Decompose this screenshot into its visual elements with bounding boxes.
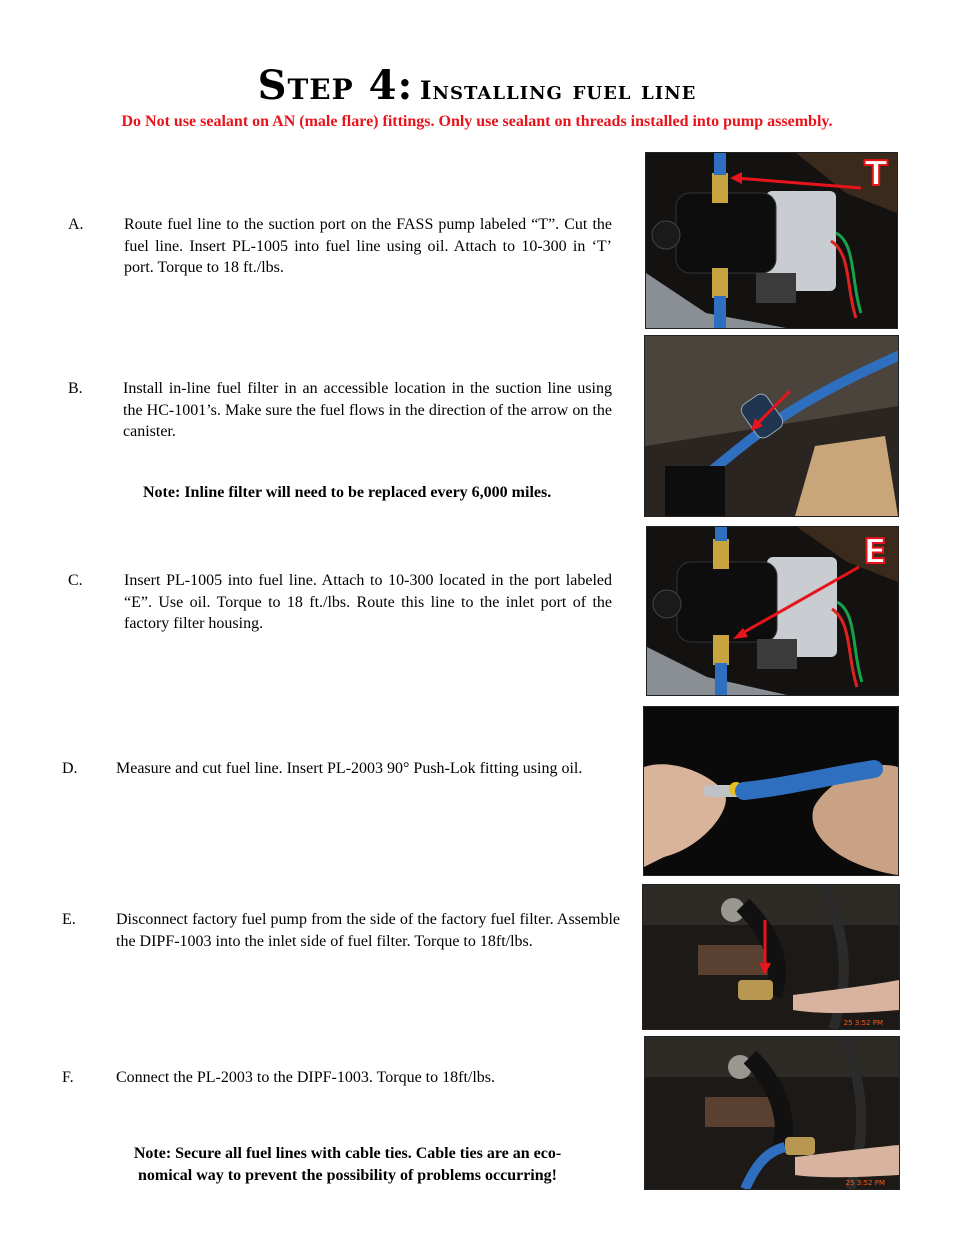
step-c-letter: C. xyxy=(68,572,83,589)
cable-tie-note xyxy=(60,1143,635,1187)
step-a-text: Route fuel line to the suction port on the FASS pump labeled “T”. Cut the fuel line. Insert PL-1005 into fuel line using oil. Attach to 10-300 in ‘T’ port. Torque to 18 ft./lbs. xyxy=(124,216,612,276)
step-d-text: Measure and cut fuel line. Insert PL-2003 90° Push-Lok fitting using oil. xyxy=(116,760,583,777)
photo-pump-e-port xyxy=(646,526,899,696)
photo-inline-filter xyxy=(644,335,899,517)
photo-c-port-label: E xyxy=(863,532,887,572)
photo-a-port-label: T xyxy=(864,154,888,194)
photo-pump-t-port xyxy=(645,152,898,329)
photo-push-lok-fitting xyxy=(643,706,899,876)
step-f-letter: F. xyxy=(62,1069,74,1086)
step-a-letter: A. xyxy=(68,216,84,233)
page-title xyxy=(0,62,954,109)
step-e-text: Disconnect factory fuel pump from the side of the factory fuel filter. Assemble the DIPF-1003 into the inlet side of fuel filter. Torque to 18ft/lbs. xyxy=(116,911,620,950)
title-step: Step 4: xyxy=(257,62,414,109)
step-b xyxy=(68,378,613,448)
title-subject: Installing fuel line xyxy=(419,76,697,105)
step-c-text: Insert PL-1005 into fuel line. Attach to 10-300 located in the port labeled “E”. Use oil. Torque to 18 ft./lbs. Route this line to the inlet port of the factory filter housing. xyxy=(124,572,612,632)
step-b-text: Install in-line fuel filter in an accessible location in the suction line using the HC-1001’s. Make sure the fuel flows in the direction of the arrow on the canister. xyxy=(123,380,612,440)
step-b-letter: B. xyxy=(68,380,83,397)
step-f-text: Connect the PL-2003 to the DIPF-1003. Torque to 18ft/lbs. xyxy=(116,1069,495,1086)
photo-factory-filter xyxy=(642,884,900,1030)
photo-e-timestamp: 25 3:52 PM xyxy=(843,1019,883,1027)
photo-f-timestamp: 25 3:52 PM xyxy=(845,1179,885,1187)
cable-tie-note-line1: Note: Secure all fuel lines with cable ties. Cable ties are an eco- xyxy=(133,1145,562,1162)
cable-tie-note-line2: nomical way to prevent the possibility of problems occurring! xyxy=(138,1167,557,1184)
photo-connected-fitting xyxy=(644,1036,900,1190)
step-a xyxy=(68,214,613,284)
step-d-letter: D. xyxy=(62,760,78,777)
step-f xyxy=(62,1067,617,1092)
sealant-warning: Do Not use sealant on AN (male flare) fittings. Only use sealant on threads installed into pump assembly. xyxy=(121,113,833,130)
step-c xyxy=(68,570,613,640)
step-e xyxy=(62,909,620,979)
step-e-letter: E. xyxy=(62,911,76,928)
filter-note: Note: Inline filter will need to be replaced every 6,000 miles. xyxy=(143,484,552,501)
step-d xyxy=(62,758,617,808)
